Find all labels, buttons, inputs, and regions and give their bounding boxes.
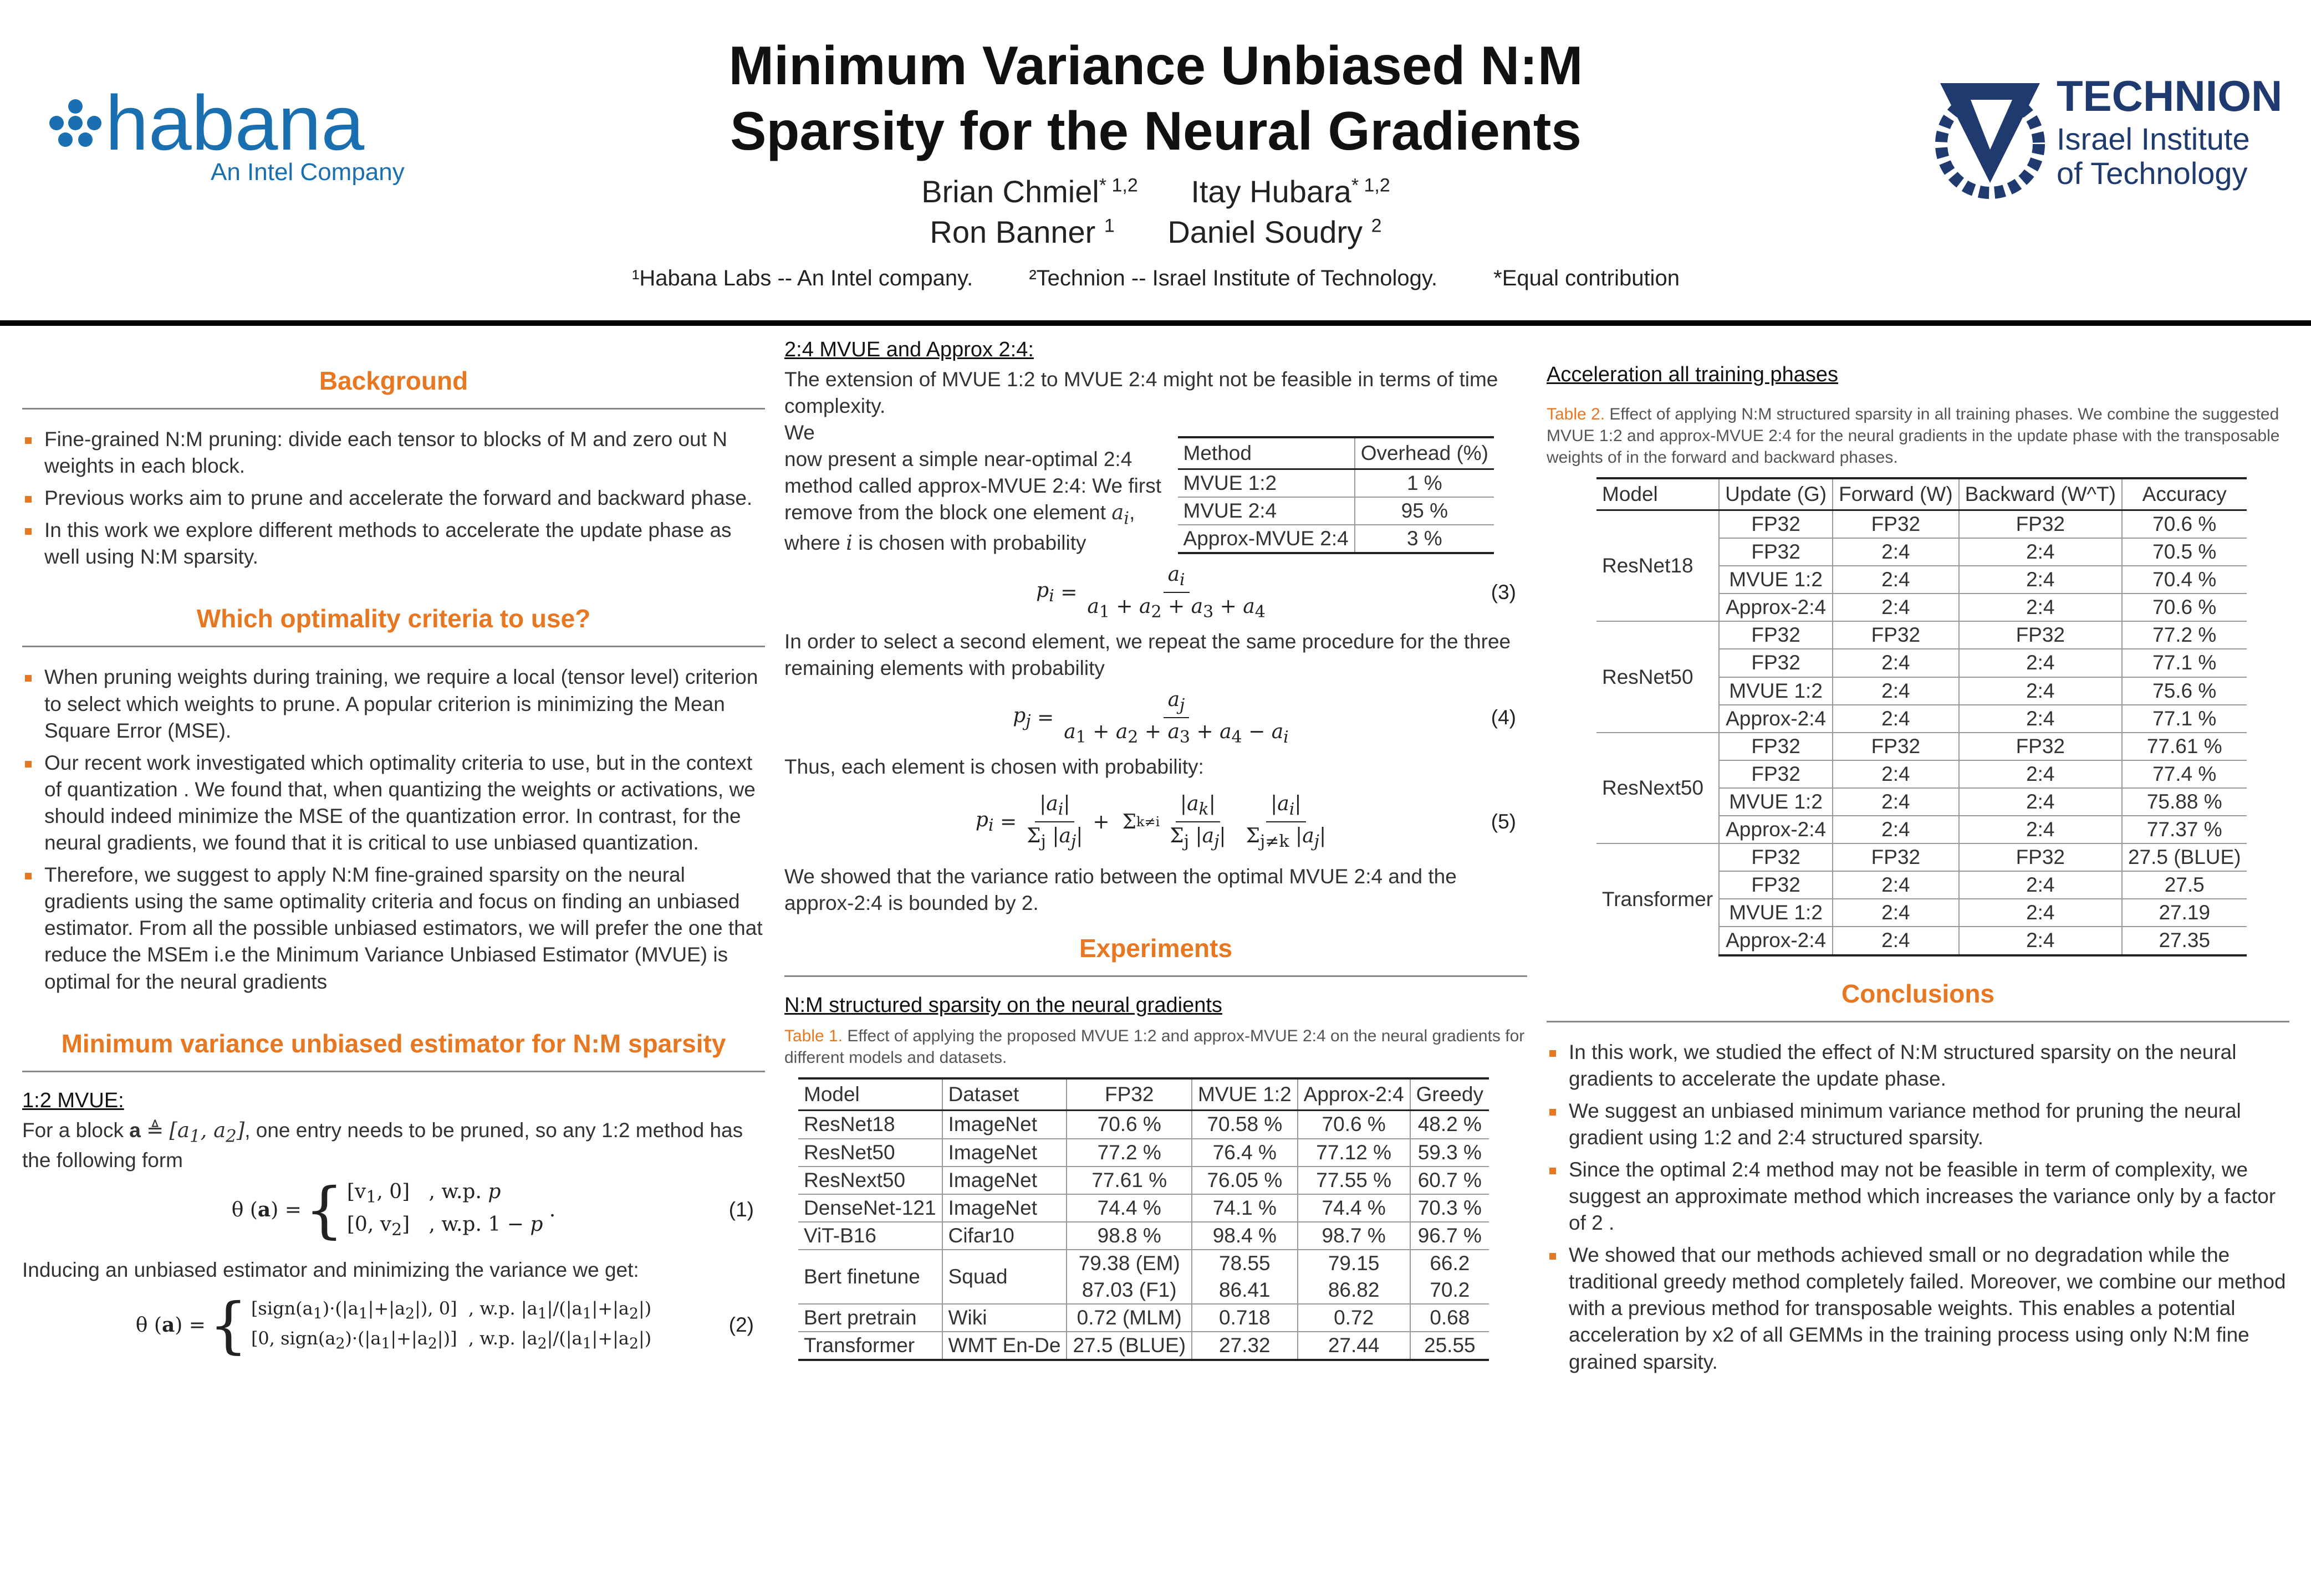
table1-row [798, 1111, 1489, 1139]
table1-cell: 60.7 % [1410, 1167, 1489, 1194]
table2-cell: 2:4 [1833, 538, 1959, 566]
table1-header: Approx-2:4 [1298, 1078, 1410, 1111]
table1-cell: 79.15 86.82 [1298, 1250, 1410, 1304]
table1-cell: 74.4 % [1067, 1194, 1192, 1222]
criteria-bullet: Our recent work investigated which optimality criteria to use, but in the context of quantization . We found that, when quantizing the weights or activations, we should indeed minimize the MSE of the quantization error. In contrast, for the neural gradients, we found that it is critical to use unbiased quantization. [22, 750, 765, 856]
experiments-table [798, 1077, 1489, 1361]
table1-cell: ImageNet [942, 1194, 1067, 1222]
poster-header [0, 0, 2311, 327]
table2-cell: Approx-2:4 [1719, 594, 1833, 621]
table1-row [798, 1222, 1489, 1250]
table2-cell: 70.4 % [2122, 566, 2247, 594]
table2-cell: 27.19 [2122, 899, 2247, 927]
table1-cell: 76.05 % [1192, 1167, 1298, 1194]
table1-row [798, 1194, 1489, 1222]
table2-header: Backward (W^T) [1959, 478, 2122, 510]
table1-cell: 0.72 [1298, 1304, 1410, 1332]
table1-cell: 25.55 [1410, 1332, 1489, 1360]
affiliation-2: ²Technion -- Israel Institute of Technology. [1029, 266, 1438, 290]
experiments-subheading: N:M structured sparsity on the neural gradients [784, 994, 1222, 1017]
conclusions-bullets [1547, 1039, 2289, 1375]
overhead-table: Method Overhead (%) MVUE 1:2 1 % MVUE 2:4 95 % Approx-MVUE 2:4 3 % [1178, 436, 1494, 554]
table2-model-cell: ResNet50 [1596, 621, 1719, 732]
table2-row [1596, 510, 2247, 539]
equation-3: $p_i$ = $\frac{a_i}{a_1 + a_2 + a_3 + a_4}$ (3) [1036, 562, 1516, 622]
table1-header: MVUE 1:2 [1192, 1078, 1298, 1111]
table1-row [798, 1167, 1489, 1194]
table1-cell: 70.3 % [1410, 1194, 1489, 1222]
column-2 [784, 338, 1527, 1579]
table2-cell: 2:4 [1959, 677, 2122, 705]
table1-row [798, 1304, 1489, 1332]
table2-header: Model [1596, 478, 1719, 510]
table2-cell: 2:4 [1833, 816, 1959, 843]
table2-cell: FP32 [1959, 621, 2122, 649]
table2-cell: Approx-2:4 [1719, 705, 1833, 733]
conclusions-heading: Conclusions [1547, 979, 2289, 1022]
table2-header: Accuracy [2122, 478, 2247, 510]
table1-row [798, 1332, 1489, 1360]
affiliations [499, 266, 1813, 291]
table1-cell: 70.6 % [1298, 1111, 1410, 1139]
approx-para-3: In order to select a second element, we repeat the same procedure for the three remaining elements with probability [784, 630, 1511, 680]
habana-logo [44, 83, 443, 188]
table1-cell: 77.61 % [1067, 1167, 1192, 1194]
table1-cell: 0.718 [1192, 1304, 1298, 1332]
table2-cell: 77.1 % [2122, 705, 2247, 733]
table2-cell: Approx-2:4 [1719, 927, 1833, 955]
mvue-intro: For a block a ≜ [$a_1$, $a_2$], one entry needs to be pruned, so any 1:2 method has the following form [22, 1118, 743, 1172]
table2-cell: FP32 [1959, 843, 2122, 871]
approx-subheading: 2:4 MVUE and Approx 2:4: [784, 338, 1034, 361]
conclusion-bullet: We showed that our methods achieved small or no degradation while the traditional greedy method completely failed. Moreover, we combine our method with a previous method for transposable weights. This enables a potential acceleration by x2 of all GEMMs in the training process using only N:M fine grained sparsity. [1547, 1242, 2289, 1375]
author-4: Daniel Soudry $^2$ [1167, 214, 1382, 249]
criteria-bullet: When pruning weights during training, we require a local (tensor level) criterion to select which weights to prune. A popular criterion is minimizing the Mean Square Error (MSE). [22, 664, 765, 744]
author-2: Itay Hubara$^{* 1,2}$ [1191, 174, 1390, 209]
table2-model-cell: ResNet18 [1596, 510, 1719, 622]
affiliation-1: ¹Habana Labs -- An Intel company. [632, 266, 973, 290]
approx-para-1: The extension of MVUE 1:2 to MVUE 2:4 might not be feasible in terms of time complexity. [784, 368, 1498, 418]
table1-cell: ImageNet [942, 1167, 1067, 1194]
table2-cell: 2:4 [1959, 705, 2122, 733]
table1-cell: 77.12 % [1298, 1139, 1410, 1167]
title-line-1: Minimum Variance Unbiased N:M [728, 35, 1583, 96]
technion-logo [1929, 61, 2284, 205]
table2-cell: 77.2 % [2122, 621, 2247, 649]
table2-cell: FP32 [1719, 538, 1833, 566]
table2-row [1596, 733, 2247, 760]
table2-cell: FP32 [1719, 510, 1833, 539]
table2-cell: 27.35 [2122, 927, 2247, 955]
table1-cell: 0.68 [1410, 1304, 1489, 1332]
table2-cell: 70.6 % [2122, 594, 2247, 621]
table2-cell: FP32 [1719, 733, 1833, 760]
table1-cell: 74.1 % [1192, 1194, 1298, 1222]
table2-cell: 2:4 [1959, 927, 2122, 955]
technion-name: TECHNION [2057, 71, 2283, 120]
table1-cell: 98.4 % [1192, 1222, 1298, 1250]
table2-cell: 70.5 % [2122, 538, 2247, 566]
table1-cell: Wiki [942, 1304, 1067, 1332]
table2-cell: 2:4 [1833, 899, 1959, 927]
table1-cell: 76.4 % [1192, 1139, 1298, 1167]
table1-header: Model [798, 1078, 942, 1111]
table1-cell: 78.55 86.41 [1192, 1250, 1298, 1304]
table1-header: FP32 [1067, 1078, 1192, 1111]
table2-cell: 2:4 [1959, 594, 2122, 621]
criteria-bullets [22, 664, 765, 995]
table1-cell: 74.4 % [1298, 1194, 1410, 1222]
table1-cell: DenseNet-121 [798, 1194, 942, 1222]
table2-cell: 2:4 [1959, 649, 2122, 677]
table2-cell: 2:4 [1959, 899, 2122, 927]
table2-cell: 2:4 [1833, 871, 1959, 899]
table1-cell: ViT-B16 [798, 1222, 942, 1250]
table2-cell: 2:4 [1833, 594, 1959, 621]
table1-cell: 27.32 [1192, 1332, 1298, 1360]
background-bullet: Fine-grained N:M pruning: divide each tensor to blocks of M and zero out N weights in each block. [22, 426, 765, 479]
table1-cell: Squad [942, 1250, 1067, 1304]
table2-cell: FP32 [1719, 760, 1833, 788]
table1-cell: ResNet18 [798, 1111, 942, 1139]
table1-cell: 96.7 % [1410, 1222, 1489, 1250]
table2-cell: 2:4 [1833, 760, 1959, 788]
table2-cell: 75.88 % [2122, 788, 2247, 816]
table2-cell: MVUE 1:2 [1719, 677, 1833, 705]
equation-4: $p_j$ = $\frac{a_j}{a_1 + a_2 + a_3 + a_4 - a_i}$ (4) [1013, 688, 1516, 748]
table2-cell: 2:4 [1959, 538, 2122, 566]
table1-cell: 70.6 % [1067, 1111, 1192, 1139]
table2-cell: FP32 [1833, 843, 1959, 871]
table2-cell: FP32 [1959, 510, 2122, 539]
table1-cell: ResNet50 [798, 1139, 942, 1167]
table1-cell: 66.2 70.2 [1410, 1250, 1489, 1304]
table1-cell: 59.3 % [1410, 1139, 1489, 1167]
table1-cell: 0.72 (MLM) [1067, 1304, 1192, 1332]
equation-2: θ (a) = { [$sign(a_1)\cdot(|a_1|+|a_2|)$, 0] , w.p. $|a_1|/(|a_1|+|a_2|)$ [0, $sign(a_2)\cdot(|a_1|+|a_2|)$] , w.p. $|a_2|/(|a_1|+|a_2|)$ (2) [135, 1290, 754, 1361]
table2-cell: 77.1 % [2122, 649, 2247, 677]
mvue-between-text: Inducing an unbiased estimator and minimizing the variance we get: [22, 1259, 639, 1282]
table2-cell: FP32 [1833, 621, 1959, 649]
habana-dots-icon [44, 83, 443, 188]
table-1-caption: Table 1. Effect of applying the proposed MVUE 1:2 and approx-MVUE 2:4 on the neural gradients for different models and datasets. [784, 1027, 1525, 1067]
table2-cell: FP32 [1719, 871, 1833, 899]
table2-cell: 77.61 % [2122, 733, 2247, 760]
table1-cell: ResNext50 [798, 1167, 942, 1194]
table1-cell: Bert finetune [798, 1250, 942, 1304]
table2-model-cell: ResNext50 [1596, 733, 1719, 843]
table2-cell: 77.37 % [2122, 816, 2247, 843]
table1-cell: 48.2 % [1417, 1113, 1482, 1136]
table2-cell: 2:4 [1959, 788, 2122, 816]
acceleration-table [1596, 477, 2247, 956]
background-heading: Background [22, 366, 765, 410]
table1-cell: ImageNet [942, 1139, 1067, 1167]
technion-gear-emblem [1940, 83, 2040, 193]
conclusion-bullet: Since the optimal 2:4 method may not be feasible in term of complexity, we suggest an approximate method which increases the variance only by a factor of 2 . [1547, 1157, 2289, 1236]
approx-para-5: We showed that the variance ratio between the optimal MVUE 2:4 and the approx-2:4 is bounded by 2. [784, 865, 1457, 915]
background-bullet: Previous works aim to prune and accelerate the forward and backward phase. [22, 485, 765, 511]
conclusion-bullet: In this work, we studied the effect of N:M structured sparsity on the neural gradients to accelerate the update phase. [1547, 1039, 2289, 1092]
accel-subheading: Acceleration all training phases [1547, 363, 1838, 386]
table2-cell: 2:4 [1833, 788, 1959, 816]
approx-para-4: Thus, each element is chosen with probability: [784, 755, 1204, 779]
table2-cell: Approx-2:4 [1719, 816, 1833, 843]
table-2-caption: Table 2. Effect of applying N:M structured sparsity in all training phases. We combine the suggested MVUE 1:2 and approx-MVUE 2:4 for the neural gradients in the update phase with the transposable weights of in the forward and backward phases. [1547, 405, 2280, 467]
table2-cell: 70.6 % [2122, 510, 2247, 539]
experiments-heading: Experiments [784, 933, 1527, 977]
technion-line-2: Israel Institute [2057, 121, 2250, 156]
author-1: Brian Chmiel$^{* 1,2}$ [921, 174, 1138, 209]
table1-cell: WMT En-De [942, 1332, 1067, 1360]
habana-tagline: An Intel Company [211, 158, 405, 186]
table1-row [798, 1139, 1489, 1167]
table2-cell: 27.5 (BLUE) [2122, 843, 2247, 871]
equation-5: $p_i$ = $\frac{|a_i|}{\Sigma_j |a_j|}$ + Σ k≠i $\frac{|a_k|}{\Sigma_j |a_j|}$ $\frac{|a_i|}{\Sigma_{j\ne k} |a_j|}$ (5) [975, 792, 1516, 852]
table2-cell: 2:4 [1833, 566, 1959, 594]
authors [499, 172, 1813, 253]
mvue-subheading: 1:2 MVUE: [22, 1088, 124, 1112]
table1-cell: 27.44 [1298, 1332, 1410, 1360]
table1-cell: 79.38 (EM) 87.03 (F1) [1067, 1250, 1192, 1304]
background-bullet: In this work we explore different methods to accelerate the update phase as well using N:M sparsity. [22, 517, 765, 570]
column-1 [22, 338, 765, 1579]
table1-cell: 77.55 % [1298, 1167, 1410, 1194]
poster-title [499, 33, 1813, 163]
table1-header: Greedy [1410, 1078, 1489, 1111]
table2-cell: 2:4 [1833, 677, 1959, 705]
table2-cell: 75.6 % [2122, 677, 2247, 705]
table2-cell: 27.5 [2122, 871, 2247, 899]
table2-cell: FP32 [1719, 621, 1833, 649]
header-divider [0, 320, 2311, 326]
table2-cell: MVUE 1:2 [1719, 566, 1833, 594]
table2-row [1596, 621, 2247, 649]
criteria-bullet: Therefore, we suggest to apply N:M fine-grained sparsity on the neural gradients using the same optimality criteria and focus on finding an unbiased estimator. From all the possible unbiased estimators, we will prefer the one that reduce the MSEm i.e the Minimum Variance Unbiased Estimator (MVUE) is optimal for the neural gradients [22, 862, 765, 995]
table2-header: Forward (W) [1833, 478, 1959, 510]
table2-cell: FP32 [1959, 733, 2122, 760]
table1-cell: 27.5 (BLUE) [1067, 1332, 1192, 1360]
author-3: Ron Banner $^1$ [930, 214, 1115, 249]
table2-cell: 2:4 [1833, 927, 1959, 955]
habana-word: habana [105, 83, 365, 166]
table2-cell: FP32 [1719, 843, 1833, 871]
approx-para-2: We now present a simple near-optimal 2:4 method called approx-MVUE 2:4: We first remove from the block one element $a_i$, where i is chosen with probability [784, 421, 1161, 555]
table2-cell: 2:4 [1959, 760, 2122, 788]
table2-cell: MVUE 1:2 [1719, 788, 1833, 816]
table2-row [1596, 843, 2247, 871]
equation-1: θ (a) = { [$v_1$, 0] , w.p. p [0, $v_2$] , w.p. 1 − p . (1) [231, 1174, 754, 1246]
technion-line-3: of Technology [2057, 156, 2248, 191]
table1-cell: 70.58 % [1192, 1111, 1298, 1139]
affiliation-3: *Equal contribution [1493, 266, 1680, 290]
table2-cell: FP32 [1833, 733, 1959, 760]
background-bullets [22, 426, 765, 570]
table1-cell: Transformer [798, 1332, 942, 1360]
mvue-heading: Minimum variance unbiased estimator for N:M sparsity [22, 1029, 765, 1072]
table2-cell: 2:4 [1959, 816, 2122, 843]
overhead-col-method: Method [1178, 437, 1355, 469]
title-line-2: Sparsity for the Neural Gradients [730, 100, 1582, 161]
table1-cell: 98.7 % [1298, 1222, 1410, 1250]
table1-row [798, 1250, 1489, 1304]
table2-cell: 2:4 [1959, 566, 2122, 594]
table1-cell: Bert pretrain [798, 1304, 942, 1332]
conclusion-bullet: We suggest an unbiased minimum variance method for pruning the neural gradient using 1:2 and 2:4 structured sparsity. [1547, 1098, 2289, 1151]
table2-cell: 2:4 [1959, 871, 2122, 899]
table2-header: Update (G) [1719, 478, 1833, 510]
table2-cell: MVUE 1:2 [1719, 899, 1833, 927]
criteria-heading: Which optimality criteria to use? [22, 603, 765, 647]
table1-cell: 77.2 % [1067, 1139, 1192, 1167]
table1-cell: 98.8 % [1067, 1222, 1192, 1250]
column-3 [1547, 338, 2289, 1579]
table2-cell: 2:4 [1833, 705, 1959, 733]
table2-cell: 2:4 [1833, 649, 1959, 677]
table2-cell: FP32 [1719, 649, 1833, 677]
overhead-col-overhead: Overhead (%) [1355, 437, 1494, 469]
table1-header: Dataset [942, 1078, 1067, 1111]
table2-cell: FP32 [1833, 510, 1959, 539]
table1-cell: ImageNet [942, 1111, 1067, 1139]
table2-model-cell: Transformer [1596, 843, 1719, 955]
table1-cell: Cifar10 [942, 1222, 1067, 1250]
table2-cell: 77.4 % [2122, 760, 2247, 788]
